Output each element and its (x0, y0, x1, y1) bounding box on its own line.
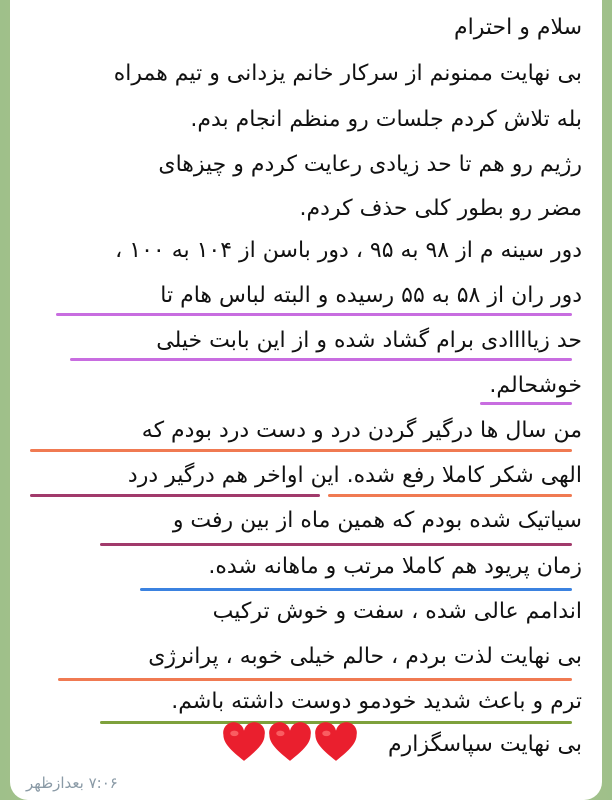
highlight-underline (328, 494, 572, 497)
message-line: دور ران از ۵۸ به ۵۵ رسیده و البته لباس هام تا (160, 283, 582, 308)
message-line: سلام و احترام (453, 15, 582, 40)
heart-icon (222, 722, 266, 764)
message-line: بی نهایت سپاسگزارم (388, 732, 582, 757)
message-line: دور سینه م از ۹۸ به ۹۵ ، دور باسن از ۱۰۴ به ۱۰۰ ، (115, 238, 582, 263)
message-line: سیاتیک شده بودم که همین ماه از بین رفت و (172, 508, 582, 533)
heart-icon (314, 722, 358, 764)
highlight-underline (480, 402, 572, 405)
message-line: اندامم عالی شده ، سفت و خوش ترکیب (212, 599, 582, 624)
highlight-underline (100, 543, 572, 546)
message-line: حد زیاااادی برام گشاد شده و از این بابت خیلی (156, 328, 582, 353)
message-line: بی نهایت لذت بردم ، حالم خیلی خوبه ، پرانرژی (148, 644, 582, 669)
message-line: من سال ها درگیر گردن درد و دست درد بودم که (141, 418, 582, 443)
message-line: بی نهایت ممنونم از سرکار خانم یزدانی و تیم همراه (113, 61, 582, 86)
message-line: ترم و باعث شدید خودمو دوست داشته باشم. (171, 689, 582, 714)
message-line: خوشحالم. (489, 373, 582, 398)
highlight-underline (30, 449, 572, 452)
message-timestamp: ۷:۰۶ بعدازظهر (26, 774, 118, 792)
highlight-underline (140, 588, 572, 591)
message-line: مضر رو بطور کلی حذف کردم. (299, 196, 582, 221)
message-line: رژیم رو هم تا حد زیادی رعایت کردم و چیزهای (158, 152, 582, 177)
heart-icon (268, 722, 312, 764)
message-line: بله تلاش کردم جلسات رو منظم انجام بدم. (190, 107, 582, 132)
message-line: الهی شکر کاملا رفع شده. این اواخر هم درگیر درد (127, 463, 582, 488)
highlight-underline (58, 678, 572, 681)
highlight-underline (56, 313, 572, 316)
highlight-underline (70, 358, 572, 361)
message-bubble[interactable] (10, 0, 602, 800)
message-line: زمان پریود هم کاملا مرتب و ماهانه شده. (208, 554, 582, 579)
highlight-underline (30, 494, 320, 497)
hearts-emoji (222, 722, 402, 766)
